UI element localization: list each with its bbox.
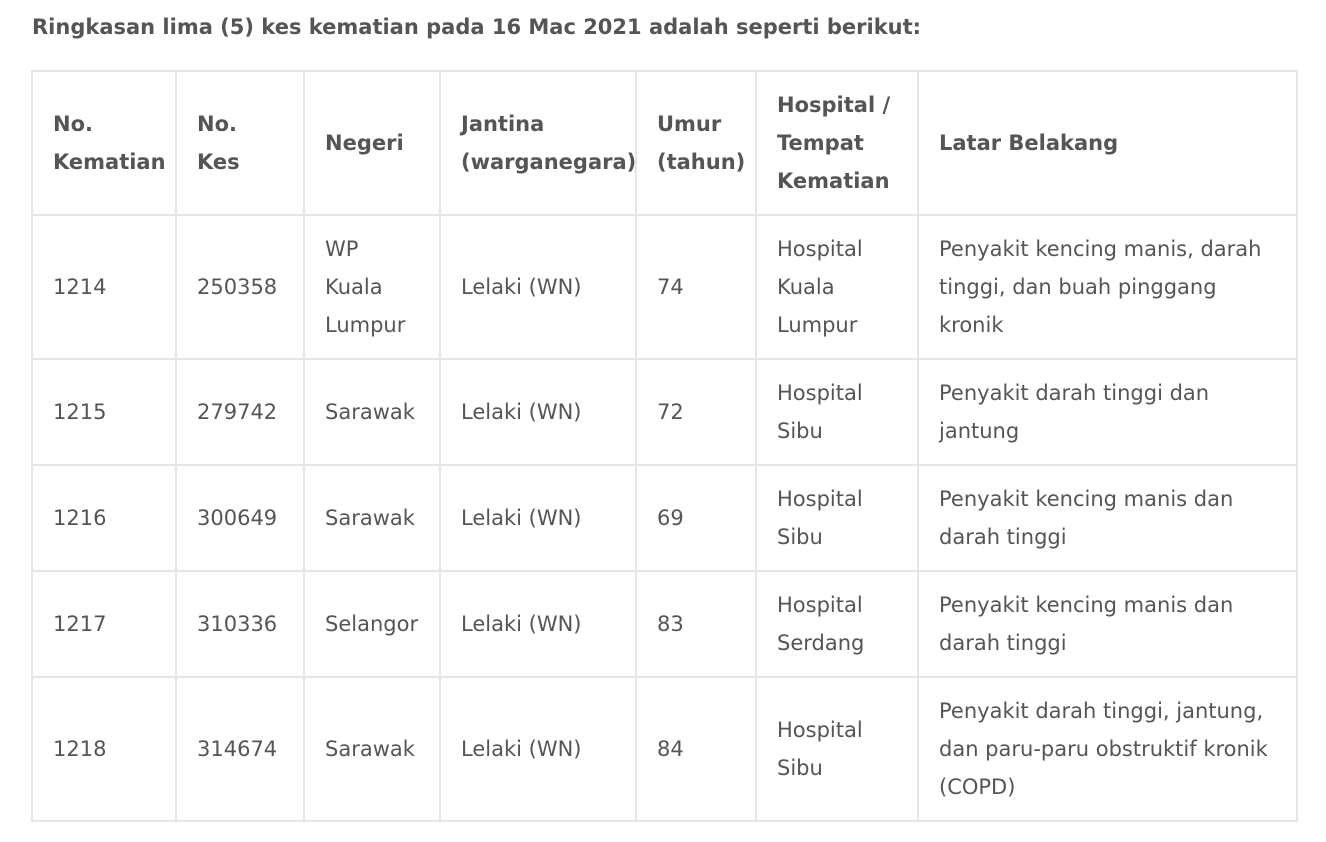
- cell-jantina: Lelaki (WN): [440, 677, 636, 821]
- cell-no-kematian: 1218: [32, 677, 176, 821]
- cell-latar-belakang: Penyakit kencing manis dan darah tinggi: [918, 465, 1297, 571]
- intro-text: Ringkasan lima (5) kes kematian pada 16 Mac 2021 adalah seperti berikut:: [32, 15, 922, 39]
- header-jantina: Jantina (warganegara): [440, 71, 636, 215]
- cell-no-kes: 279742: [176, 359, 304, 465]
- cell-no-kes: 300649: [176, 465, 304, 571]
- cell-negeri: Sarawak: [304, 677, 440, 821]
- cell-hospital: Hospital Kuala Lumpur: [756, 215, 918, 359]
- cell-umur: 83: [636, 571, 756, 677]
- cell-hospital: Hospital Sibu: [756, 359, 918, 465]
- header-no-kematian: No. Kematian: [32, 71, 176, 215]
- cell-no-kes: 314674: [176, 677, 304, 821]
- header-negeri: Negeri: [304, 71, 440, 215]
- cell-negeri: WP Kuala Lumpur: [304, 215, 440, 359]
- table-row: [32, 359, 1297, 465]
- cell-latar-belakang: Penyakit kencing manis dan darah tinggi: [918, 571, 1297, 677]
- cell-no-kematian: 1216: [32, 465, 176, 571]
- cell-hospital: Hospital Sibu: [756, 465, 918, 571]
- header-latar-belakang: Latar Belakang: [918, 71, 1297, 215]
- cell-hospital: Hospital Serdang: [756, 571, 918, 677]
- cell-umur: 84: [636, 677, 756, 821]
- cell-latar-belakang: Penyakit kencing manis, darah tinggi, dan buah pinggang kronik: [918, 215, 1297, 359]
- table-row: [32, 215, 1297, 359]
- cell-no-kematian: 1217: [32, 571, 176, 677]
- cell-latar-belakang: Penyakit darah tinggi, jantung, dan paru-paru obstruktif kronik (COPD): [918, 677, 1297, 821]
- cell-hospital: Hospital Sibu: [756, 677, 918, 821]
- cell-negeri: Sarawak: [304, 359, 440, 465]
- table-row: [32, 571, 1297, 677]
- cell-latar-belakang: Penyakit darah tinggi dan jantung: [918, 359, 1297, 465]
- cell-no-kes: 250358: [176, 215, 304, 359]
- header-row: [32, 71, 1297, 215]
- cell-no-kes: 310336: [176, 571, 304, 677]
- cell-jantina: Lelaki (WN): [440, 465, 636, 571]
- deaths-table: [31, 70, 1298, 822]
- cell-umur: 74: [636, 215, 756, 359]
- cell-negeri: Selangor: [304, 571, 440, 677]
- header-no-kes: No. Kes: [176, 71, 304, 215]
- cell-no-kematian: 1214: [32, 215, 176, 359]
- cell-negeri: Sarawak: [304, 465, 440, 571]
- table-row: [32, 465, 1297, 571]
- table-row: [32, 677, 1297, 821]
- cell-jantina: Lelaki (WN): [440, 571, 636, 677]
- cell-jantina: Lelaki (WN): [440, 215, 636, 359]
- header-hospital: Hospital / Tempat Kematian: [756, 71, 918, 215]
- cell-jantina: Lelaki (WN): [440, 359, 636, 465]
- cell-no-kematian: 1215: [32, 359, 176, 465]
- cell-umur: 72: [636, 359, 756, 465]
- cell-umur: 69: [636, 465, 756, 571]
- header-umur: Umur (tahun): [636, 71, 756, 215]
